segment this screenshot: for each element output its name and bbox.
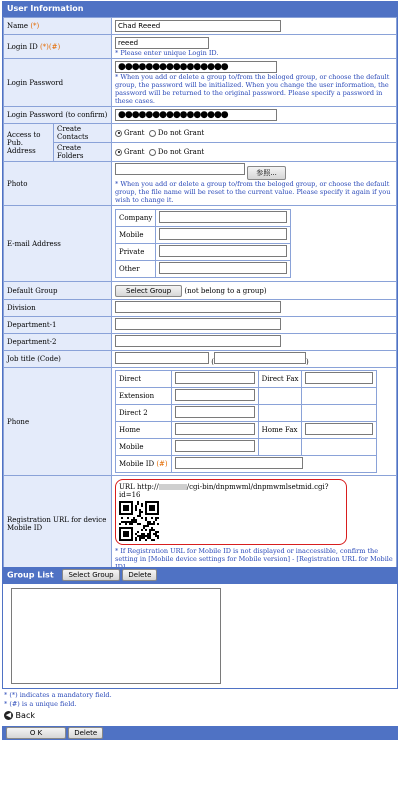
create-folders-label: Create Folders [54,143,112,162]
mandatory-note: * (*) indicates a mandatory field. [4,691,112,699]
email-mobile-input[interactable] [159,228,287,240]
email-company-label: Company [116,210,156,227]
department1-input[interactable] [115,318,281,330]
email-private-label: Private [116,244,156,261]
group-select-button[interactable]: Select Group [62,569,119,581]
phone-direct2-label: Direct 2 [116,405,172,422]
browse-button[interactable]: 参照... [247,166,286,180]
login-password-confirm-input[interactable]: ●●●●●●●●●●●●●●●● [115,109,277,121]
panel-title: User Information [7,4,84,13]
phone-direct2-input[interactable] [175,406,255,418]
login-password-confirm-label: Login Password (to confirm) [4,107,112,124]
phone-mobile-label: Mobile [116,439,172,456]
unique-note: * (#) is a unique field. [4,700,77,708]
registration-url-highlight [115,479,347,545]
access-pub-address-label: Access to Pub. Address [4,124,54,162]
phone-direct-input[interactable] [175,372,255,384]
login-id-input[interactable] [115,37,209,49]
phone-direct-label: Direct [116,371,172,388]
contacts-grant-radio[interactable] [115,130,122,137]
email-company-input[interactable] [159,211,287,223]
job-title-input[interactable] [115,352,209,364]
user-information-panel [2,1,398,574]
phone-extension-input[interactable] [175,389,255,401]
default-group-label: Default Group [4,282,112,300]
name-label: Name (*) [4,18,112,35]
login-id-label: Login ID (*)(#) [4,35,112,59]
phone-mobile-input[interactable] [175,440,255,452]
registration-note: * If Registration URL for Mobile ID is not displayed or inaccessible, confirm the setting in [Mobile device settings for Mobile version] - [Registration URL for Mobile [115,547,393,563]
phone-home-label: Home [116,422,172,439]
back-link[interactable]: ◀ Back [5,711,35,720]
folders-do-not-grant-radio[interactable] [149,149,156,156]
phone-home-fax-input[interactable] [305,423,373,435]
phone-extension-label: Extension [116,388,172,405]
delete-button[interactable]: Delete [68,727,103,739]
default-group-status: (not belong to a group) [184,286,267,295]
division-label: Division [4,300,112,317]
group-list-box[interactable] [11,588,221,684]
action-bar [2,726,398,740]
job-code-input[interactable] [214,352,306,364]
ok-button[interactable]: O K [6,727,66,739]
registration-url: URL http:// /cgi-bin/dnpmwml/dnpmwmlsetmid.cgi?id=16 [119,483,329,499]
group-list-panel [2,567,398,689]
phone-mobile-id-input[interactable] [175,457,303,469]
phone-home-fax-label: Home Fax [258,422,302,439]
redacted-host [159,484,187,490]
qr-code-image [119,501,159,541]
phone-direct-fax-input[interactable] [305,372,373,384]
photo-label: Photo [4,162,112,206]
back-arrow-icon: ◀ [5,711,12,719]
registration-url-label: Registration URL for device Mobile ID [4,476,112,573]
phone-direct-fax-label: Direct Fax [258,371,302,388]
name-input[interactable] [115,20,281,32]
folders-grant-radio[interactable] [115,149,122,156]
email-other-label: Other [116,261,156,278]
phone-home-input[interactable] [175,423,255,435]
email-mobile-label: Mobile [116,227,156,244]
job-title-label: Job title (Code) [4,351,112,368]
contacts-do-not-grant-radio[interactable] [149,130,156,137]
email-address-label: E-mail Address [4,206,112,282]
photo-note: * When you add or delete a group to/from the beloged group, or choose the default group, the file name will be reset to the current value. Please specify it again if you wish to change it. [115,180,391,204]
department1-label: Department-1 [4,317,112,334]
password-note: * When you add or delete a group to/from the beloged group, or choose the default group, the password will be initialized. When you change the user information, the password will be returned to the original password. Please specify a password in these cases. [115,72,390,105]
department2-label: Department-2 [4,334,112,351]
email-private-input[interactable] [159,245,287,257]
login-password-label: Login Password [4,59,112,107]
login-password-input[interactable]: ●●●●●●●●●●●●●●●● [115,61,277,73]
photo-file-input[interactable] [115,163,245,175]
phone-mobile-id-label: Mobile ID (#) [116,456,172,473]
create-contacts-label: Create Contacts [54,124,112,143]
login-id-note: * Please enter unique Login ID. [115,48,219,57]
default-group-select-button[interactable]: Select Group [115,285,182,297]
email-other-input[interactable] [159,262,287,274]
group-list-title: Group List [7,570,54,580]
user-form: Name (*) Chad Reeed Login ID (*)(#) reeed * Please enter unique Login ID. Login Password ●●●●●●●●●●●●●●●● * When you add or delete a group to/from the beloged group, or choose the default group, the password will be initialized. When you change the user information, the password will be returned to the original password. Please specify a password in these cases. Login Password (to confirm) ●●●●●●●●●●●●●●●● Access to Pub. Address Create Contacts Grant Do not Grant Create Folders Grant Do not Grant Photo 参照... * When you add or delete a group to/from the beloged group, or choose the default group, the file name will be reset to the current value. Please specify it again if you wish to change it. E-mail Address Company Mobile Private Other Default Group Select Group (not belong to a group) Division Department-1 Department-2 Job title (Code) ( ) Phone Direct Direct Fax Extension Direct 2 Home Home Fax Mobile Mobile ID (#) Registration URL for device Mobile ID URL http:// /cgi-bin/dnpmwml/dnpmwmlsetmid.cgi?id=16 * If Registration URL for Mobile ID is not displayed or inaccessible, confirm the setting in [Mobile device settings for Mobile version] - [Registration URL for Mobile [3,17,397,573]
department2-input[interactable] [115,335,281,347]
group-delete-button[interactable]: Delete [122,569,157,581]
phone-label: Phone [4,368,112,476]
division-input[interactable] [115,301,281,313]
